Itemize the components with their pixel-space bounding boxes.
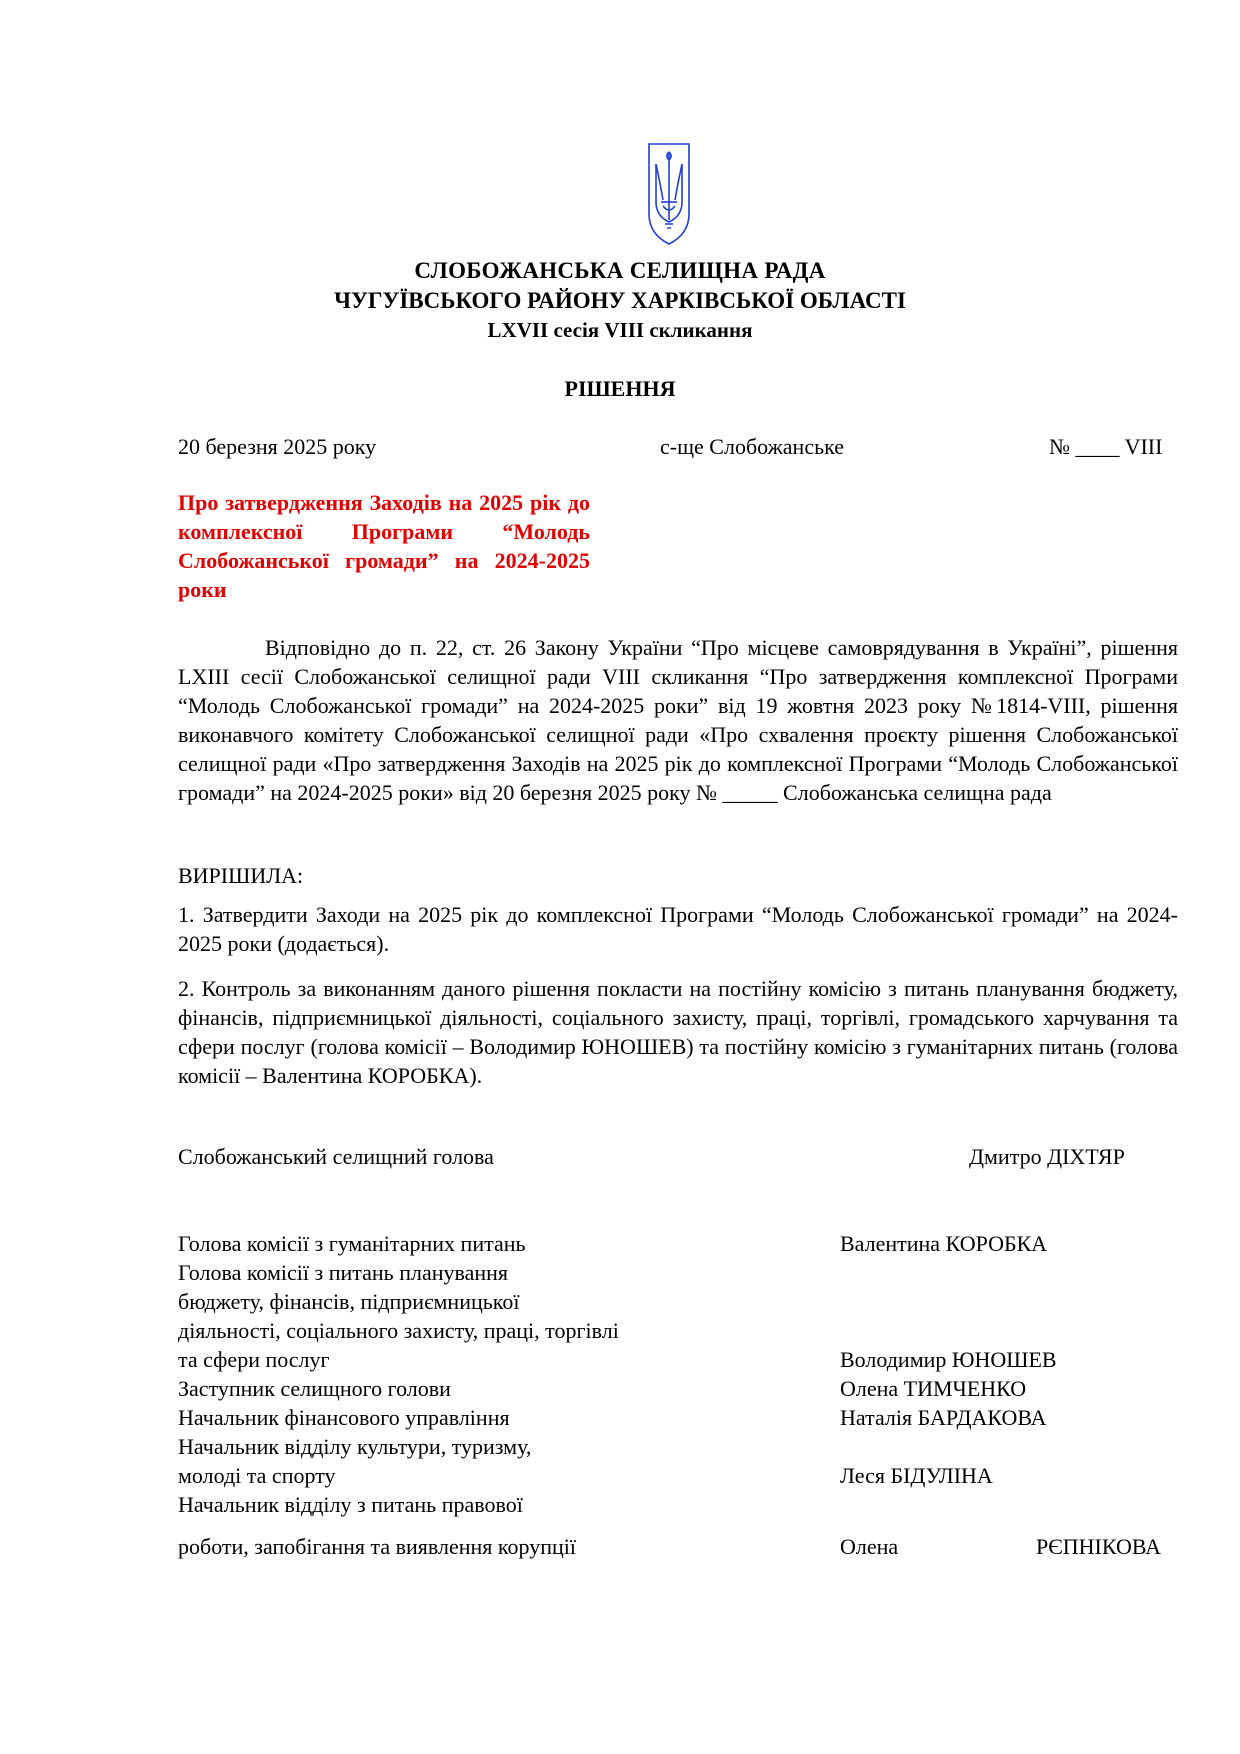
resolution-item-2: 2. Контроль за виконанням даного рішення покласти на постійну комісію з питань планування бюджету, фінансів, підприємницької діяльності, соціального захисту, праці, торгівлі, громадського харчування та сфери послуг (голова комісії – Володимир ЮНОШЕВ) та постійну комісію з гуманітарних питань (голова комісії – Валентина КОРОБКА).: [178, 976, 1178, 1088]
approval-title-2c: діяльності, соціального захисту, праці, торгівлі: [178, 1318, 619, 1343]
decision-subject: Про затвердження Заходів на 2025 рік до комплексної Програми “Молодь Слобожанської громади” на 2024-2025 роки: [178, 490, 590, 602]
approval-title-5a: Начальник відділу культури, туризму,: [178, 1434, 532, 1459]
approval-title-2b: бюджету, фінансів, підприємницької: [178, 1289, 520, 1314]
approval-title-2d: та сфери послуг: [178, 1347, 330, 1372]
approval-name-1: Валентина КОРОБКА: [840, 1231, 1048, 1256]
district-name: ЧУГУЇВСЬКОГО РАЙОНУ ХАРКІВСЬКОЇ ОБЛАСТІ: [334, 288, 906, 313]
resolution-item-1: 1. Затвердити Заходи на 2025 рік до комплексної Програми “Молодь Слобожанської громади” на 2024-2025 роки (додається).: [178, 902, 1178, 956]
preamble-paragraph: Відповідно до п. 22, ст. 26 Закону України “Про місцеве самоврядування в Україні”, рішення LXІІІ сесії Слобожанської селищної ради VІІІ скликання “Про затвердження комплексної Програми “Молодь Слобожанської громади” на 2024-2025 роки” від 19 жовтня 2023 року №1814-VІІІ, рішення виконавчого комітету Слобожанської селищної ради «Про схвалення проєкту рішення Слобожанської селищної ради «Про затвердження Заходів на 2025 рік до комплексної Програми “Молодь Слобожанської громади” на 2024-2025 роки» від 20 березня 2025 року № _____ Слобожанська селищна рада: [178, 635, 1178, 805]
approval-name-6-first: Олена: [840, 1534, 899, 1559]
approval-name-2: Володимир ЮНОШЕВ: [840, 1347, 1057, 1372]
signatory-name: Дмитро ДІХТЯР: [969, 1144, 1125, 1169]
approval-title-2a: Голова комісії з питань планування: [178, 1260, 509, 1285]
approval-name-3: Олена ТИМЧЕНКО: [840, 1376, 1027, 1401]
ukraine-trident-icon: [647, 142, 691, 246]
resolved-heading: ВИРІШИЛА:: [178, 863, 304, 888]
approval-title-6b: роботи, запобігання та виявлення корупції: [178, 1534, 576, 1559]
approval-title-4: Начальник фінансового управління: [178, 1405, 510, 1430]
document-type: РІШЕННЯ: [564, 376, 676, 401]
approval-title-5b: молоді та спорту: [178, 1463, 336, 1488]
decision-place: с-ще Слобожанське: [660, 434, 845, 459]
signatory-title: Слобожанський селищний голова: [178, 1144, 494, 1169]
decision-date: 20 березня 2025 року: [178, 434, 377, 459]
decision-number: № ____ VІІІ: [1049, 434, 1163, 459]
approval-title-3: Заступник селищного голови: [178, 1376, 451, 1401]
approval-name-5: Леся БІДУЛІНА: [840, 1463, 993, 1488]
approval-title-1: Голова комісії з гуманітарних питань: [178, 1231, 526, 1256]
council-name: СЛОБОЖАНСЬКА СЕЛИЩНА РАДА: [414, 258, 826, 283]
session-line: LXVІІ сесія VІІІ скликання: [487, 318, 753, 342]
approval-name-4: Наталія БАРДАКОВА: [840, 1405, 1047, 1430]
approval-name-6-last: РЄПНІКОВА: [1036, 1534, 1162, 1559]
approval-title-6a: Начальник відділу з питань правової: [178, 1492, 523, 1517]
